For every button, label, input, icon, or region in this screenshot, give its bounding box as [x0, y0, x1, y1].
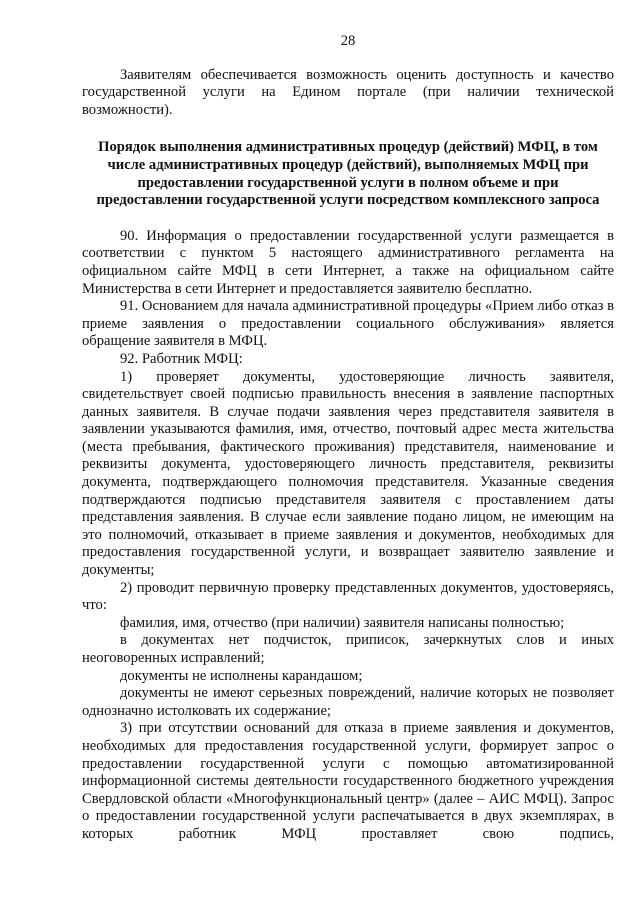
- list-item-3: 3) при отсутствии оснований для отказа в приеме заявления и документов, необходимых для предоставления государственной услуги, формирует запрос о предоставлении государственной услуги с помощью автоматизированной информационной системы деятельности государственного бюджетного учреждения Свердловской области «Многофункциональный центр» (далее – АИС МФЦ). Запрос о предоставлении государственной услуги распечатывается в двух экземплярах, в которых работник МФЦ проставляет свою подпись,: [82, 720, 614, 842]
- check-item-corrections: в документах нет подчисток, приписок, зачеркнутых слов и иных неоговоренных исправлений;: [82, 632, 614, 666]
- list-item-2: 2) проводит первичную проверку представленных документов, удостоверяясь, что:: [82, 579, 614, 614]
- page-number: 28: [340, 33, 356, 49]
- paragraph-92: 92. Работник МФЦ:: [120, 350, 243, 367]
- intro-paragraph: Заявителям обеспечивается возможность оценить доступность и качество государственной услуги на Едином портале (при наличии технической возможности).: [82, 66, 614, 118]
- check-item-pencil: документы не исполнены карандашом;: [120, 667, 363, 684]
- check-item-name: фамилия, имя, отчество (при наличии) заявителя написаны полностью;: [120, 614, 565, 631]
- section-heading: Порядок выполнения административных процедур (действий) МФЦ, в том числе административных процедур (действий), выполняемых МФЦ при предоставлении государственной услуги в полном объеме и при предоставлении государственной услуги посредством комплексного запроса: [96, 139, 600, 209]
- list-item-1: 1) проверяет документы, удостоверяющие личность заявителя, свидетельствует своей подписью правильность внесения в заявление паспортных данных заявителя. В случае подачи заявления через представителя заявителя в заявлении указываются фамилия, имя, отчество, почтовый адрес места жительства (места пребывания, фактического проживания) представителя, наименование и реквизиты документа, удостоверяющего личность представителя, реквизиты документа, подтверждающего полномочия представителя. Указанные сведения подтверждаются подписью представителя заявителя с проставлением даты представления заявления. В случае если заявление подано лицом, не имеющим на это полномочий, отказывает в приеме заявления и документов, необходимых для предоставления государственной услуги, и возвращает заявителю заявление и документы;: [82, 368, 614, 579]
- paragraph-90: 90. Информация о предоставлении государственной услуги размещается в соответствии с пунктом 5 настоящего административного регламента на официальном сайте МФЦ в сети Интернет, а также на официальном сайте Министерства в сети Интернет и предоставляется заявителю бесплатно.: [82, 227, 614, 297]
- check-item-damage: документы не имеют серьезных повреждений, наличие которых не позволяет однозначно истолковать их содержание;: [82, 685, 614, 719]
- paragraph-91: 91. Основанием для начала административной процедуры «Прием либо отказ в приеме заявления о предоставлении социального обслуживания» является обращение заявителя в МФЦ.: [82, 298, 614, 350]
